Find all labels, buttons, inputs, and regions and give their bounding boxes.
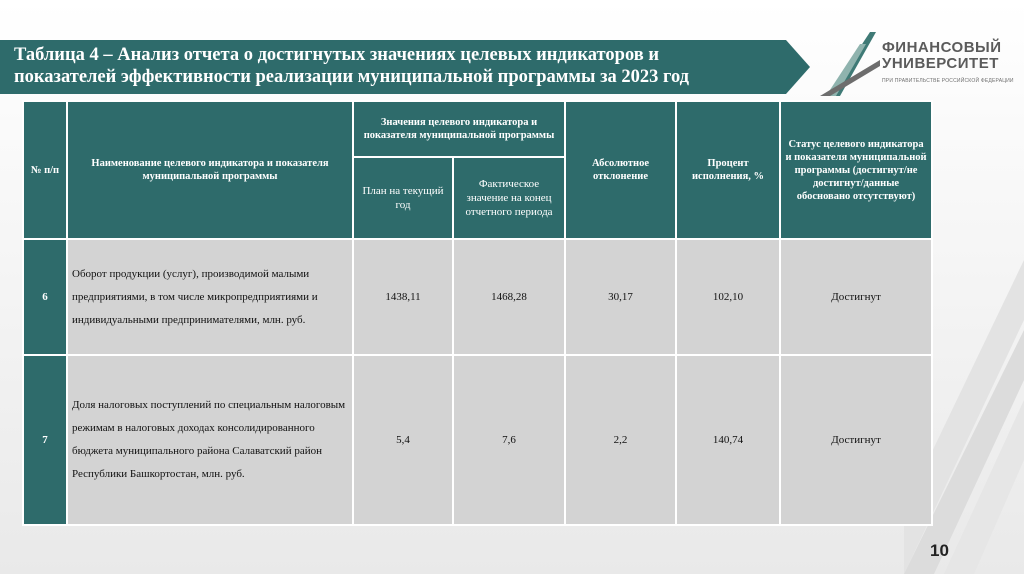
row-status: Достигнут [780, 239, 932, 355]
header-abs-deviation: Абсолютное отклонение [565, 101, 676, 239]
logo-emblem-icon [820, 30, 880, 100]
header-status: Статус целевого индикатора и показателя муниципальной программы (достигнут/не достигнут/данные обосновано отсутствуют) [780, 101, 932, 239]
header-values-group: Значения целевого индикатора и показателя муниципальной программы [353, 101, 565, 157]
title-banner [0, 40, 812, 94]
row-status: Достигнут [780, 355, 932, 525]
row-name: Оборот продукции (услуг), производимой малыми предприятиями, в том числе микропредприятиями и индивидуальными предпринимателями, млн. руб. [67, 239, 353, 355]
header-percent: Процент исполнения, % [676, 101, 780, 239]
row-fact: 1468,28 [453, 239, 565, 355]
header-plan: План на текущий год [353, 157, 453, 239]
row-fact: 7,6 [453, 355, 565, 525]
page-title-line2: показателей эффективности реализации муниципальной программы за 2023 год [14, 67, 690, 87]
header-num: № п/п [23, 101, 67, 239]
row-num: 7 [23, 355, 67, 525]
table-row [23, 239, 932, 355]
row-pct: 140,74 [676, 355, 780, 525]
row-pct: 102,10 [676, 239, 780, 355]
indicators-table [22, 100, 933, 526]
row-plan: 1438,11 [353, 239, 453, 355]
table-row [23, 355, 932, 525]
logo-name-line1: ФИНАНСОВЫЙ [882, 39, 1002, 56]
header-fact: Фактическое значение на конец отчетного периода [453, 157, 565, 239]
row-name: Доля налоговых поступлений по специальным налоговым режимам в налоговых доходах консолидированного бюджета муниципального района Салаватский район Республики Башкортостан, млн. руб. [67, 355, 353, 525]
row-abs: 2,2 [565, 355, 676, 525]
row-num: 6 [23, 239, 67, 355]
logo-subtitle: ПРИ ПРАВИТЕЛЬСТВЕ РОССИЙСКОЙ ФЕДЕРАЦИИ [882, 78, 1014, 84]
page-number: 10 [930, 541, 949, 560]
header-name: Наименование целевого индикатора и показателя муниципальной программы [67, 101, 353, 239]
logo-name-line2: УНИВЕРСИТЕТ [882, 55, 999, 72]
header-row-1 [23, 101, 932, 157]
page-title-line1: Таблица 4 – Анализ отчета о достигнутых значениях целевых индикаторов и [14, 45, 660, 65]
page-title [14, 44, 794, 88]
university-logo [820, 30, 1020, 100]
logo-name [882, 40, 1002, 72]
row-abs: 30,17 [565, 239, 676, 355]
row-plan: 5,4 [353, 355, 453, 525]
